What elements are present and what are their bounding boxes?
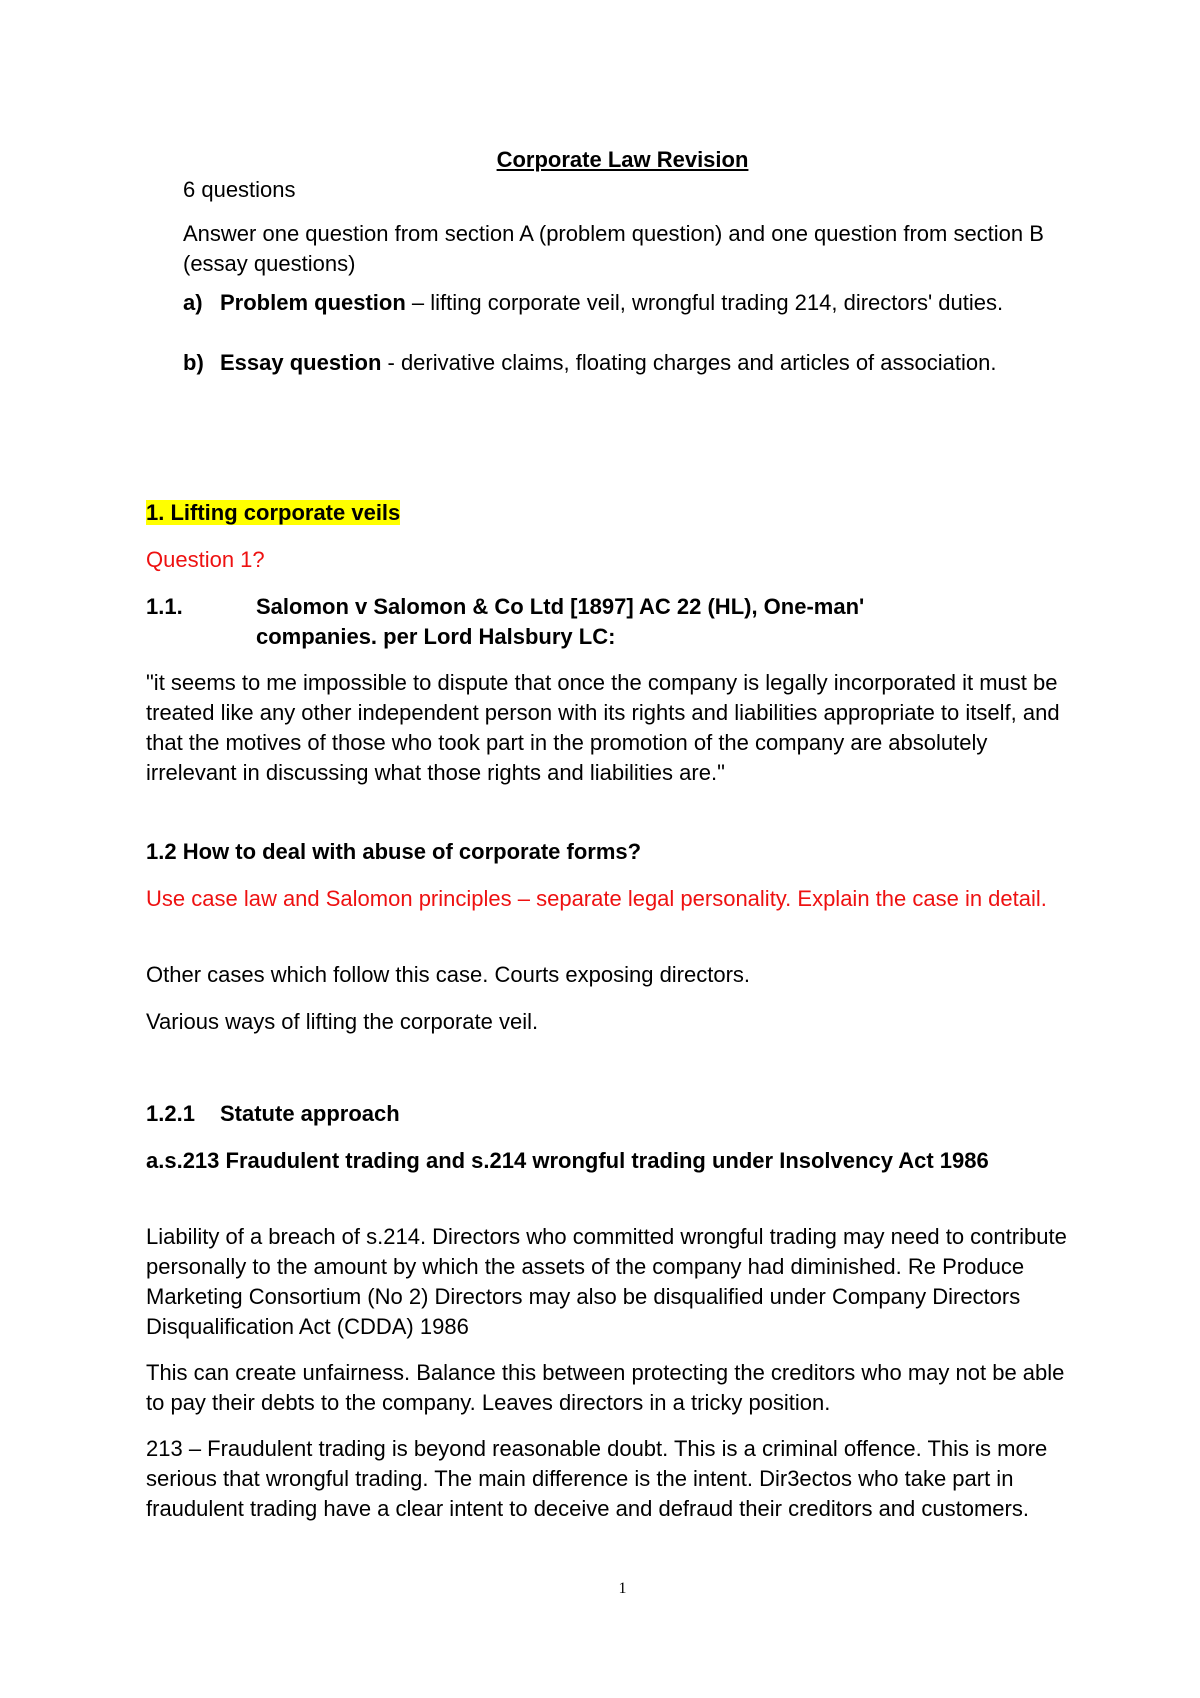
page-number: 1 — [618, 1580, 627, 1597]
subheading-1-1 — [146, 592, 956, 652]
subheading-1-2-1 — [146, 1099, 920, 1129]
document-title: Corporate Law Revision — [496, 147, 749, 172]
subheading-1-2: 1.2 How to deal with abuse of corporate forms? — [146, 839, 642, 864]
quote-paragraph: "it seems to me impossible to dispute that once the company is legally incorporated it must be treated like any other independent person with its rights and liabilities appropriate to itself, and that the motives of those who took part in the promotion of the company are absolutely irrelevant in discussing what those rights and liabilities are." — [146, 670, 1060, 785]
list-item-a — [183, 288, 1040, 318]
subheading-text: Statute approach — [220, 1101, 400, 1126]
list-text: - derivative claims, floating charges and articles of association. — [381, 350, 997, 375]
highlighted-heading: 1. Lifting corporate veils — [146, 500, 401, 525]
list-label: Problem question — [220, 290, 406, 315]
question-note: Question 1? — [146, 547, 265, 572]
question-count: 6 questions — [183, 177, 296, 202]
paragraph: Other cases which follow this case. Courts exposing directors. — [146, 962, 751, 987]
subheading-s213-s214: a.s.213 Fraudulent trading and s.214 wrongful trading under Insolvency Act 1986 — [146, 1148, 989, 1173]
list-label: Essay question — [220, 350, 382, 375]
paragraph: This can create unfairness. Balance this between protecting the creditors who may not be able to pay their debts to the company. Leaves directors in a tricky position. — [146, 1360, 1065, 1415]
list-item-b — [183, 348, 1000, 378]
list-marker: a) — [183, 290, 203, 315]
subheading-number: 1.1. — [146, 594, 183, 619]
instructions: Answer one question from section A (problem question) and one question from section B (essay questions) — [183, 221, 1044, 276]
paragraph: 213 – Fraudulent trading is beyond reasonable doubt. This is a criminal offence. This is more serious that wrongful trading. The main difference is the intent. Dir3ectos who take part in fraudulent trading have a clear intent to deceive and defraud their creditors and customers. — [146, 1436, 1048, 1521]
paragraph: Liability of a breach of s.214. Directors who committed wrongful trading may need to contribute personally to the amount by which the assets of the company had diminished. Re Produce Marketing Consortium (No 2) Directors may also be disqualified under Company Directors Disqualification Act (CDDA) 1986 — [146, 1224, 1067, 1339]
paragraph: Various ways of lifting the corporate veil. — [146, 1009, 539, 1034]
subheading-text: Salomon v Salomon & Co Ltd [1897] AC 22 (HL), One-man' companies. per Lord Halsbury LC: — [256, 594, 865, 649]
list-marker: b) — [183, 350, 204, 375]
red-note: Use case law and Salomon principles – separate legal personality. Explain the case in detail. — [146, 886, 1047, 911]
section-heading-1 — [146, 498, 400, 528]
list-text: – lifting corporate veil, wrongful trading 214, directors' duties. — [405, 290, 1004, 315]
subheading-number: 1.2.1 — [146, 1101, 195, 1126]
